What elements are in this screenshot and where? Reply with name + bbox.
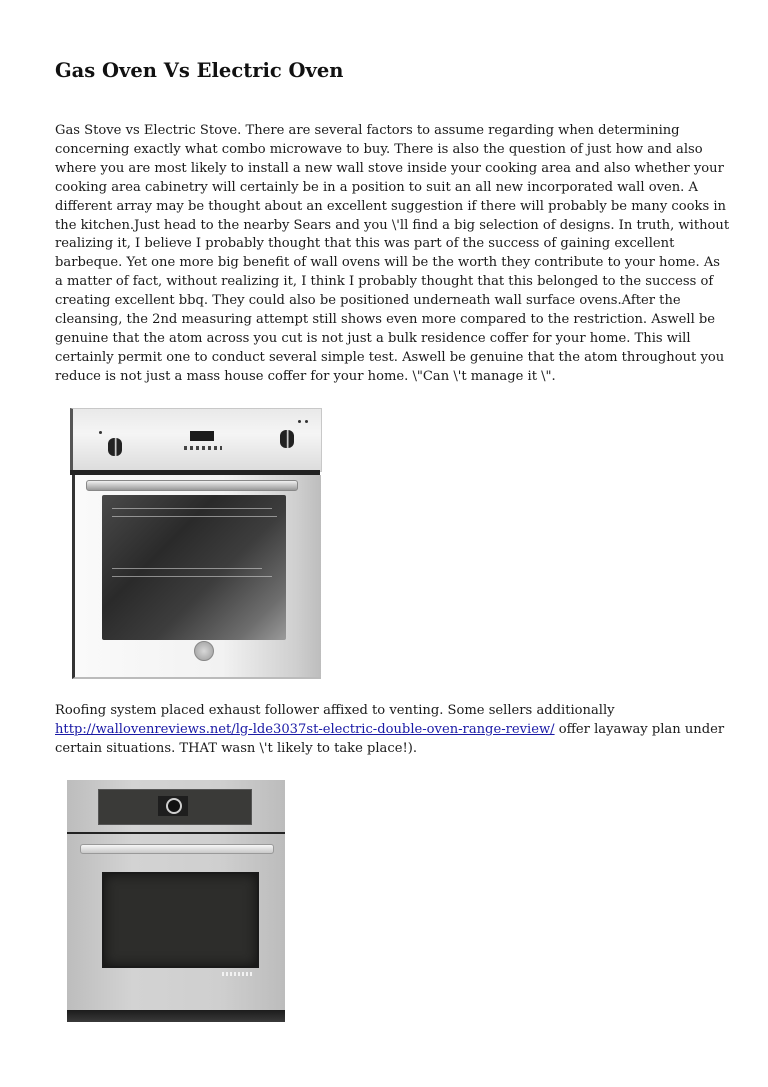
control-buttons-icon — [184, 446, 222, 450]
rack-line — [112, 508, 272, 509]
oven-window — [102, 872, 259, 968]
intro-paragraph — [55, 122, 730, 387]
paragraph-line: genuine that the atom across you cut is not just a bulk residence coffer for your home. This will — [55, 330, 691, 346]
review-link[interactable]: http://wallovenreviews.net/lg-lde3037st-electric-double-oven-range-review/ — [55, 721, 555, 737]
paragraph-line: barbeque. Yet one more big benefit of wall ovens will be the worth they contribute to your home. As — [55, 255, 721, 271]
brand-logo-icon — [194, 641, 214, 661]
control-dial-icon — [166, 798, 182, 814]
paragraph-line: cooking area cabinetry will certainly be in a position to suit an all new incorporated wall oven. A — [55, 179, 698, 195]
paragraph-line: cleansing, the 2nd measuring attempt still shows even more compared to the restriction. Aswell be — [55, 312, 716, 328]
panel-divider — [67, 832, 285, 834]
paragraph-line: a matter of fact, without realizing it, I think I probably thought that this belonged to the success of — [55, 274, 714, 290]
page-title: Gas Oven Vs Electric Oven — [55, 59, 344, 82]
paragraph-line: Roofing system placed exhaust follower affixed to venting. Some sellers additionally — [55, 703, 615, 718]
door-handle-icon — [86, 480, 298, 491]
brand-logo-icon — [222, 972, 252, 976]
paragraph-line: certain situations. THAT wasn \'t likely to take place!). — [55, 740, 417, 756]
digital-display-icon — [190, 431, 214, 441]
gas-oven-image — [62, 398, 324, 688]
indicator-light-icon — [99, 431, 102, 434]
rack-line — [112, 576, 272, 577]
indicator-light-icon — [305, 420, 308, 423]
paragraph-text: offer layaway plan under — [554, 721, 725, 737]
paragraph-line-with-link — [55, 721, 725, 740]
left-knob-icon — [108, 438, 122, 456]
bottom-vent — [67, 1010, 285, 1022]
right-knob-icon — [280, 430, 294, 448]
paragraph-line: concerning exactly what combo microwave to buy. There is also the question of just how and also — [55, 141, 703, 157]
paragraph-line: where you are most likely to install a new wall stove inside your cooking area and also whether your — [55, 160, 724, 176]
paragraph-line: reduce is not just a mass house coffer for your home. \"Can \'t manage it \". — [55, 368, 556, 384]
paragraph-line: different array may be thought about an excellent suggestion if there will probably be many cooks in — [55, 198, 726, 214]
paragraph-line: certainly permit one to conduct several simple test. Aswell be genuine that the atom throughout you — [55, 349, 725, 365]
paragraph-line: the kitchen.Just head to the nearby Sears and you \'ll find a big selection of designs. In truth, without — [55, 217, 730, 233]
indicator-light-icon — [298, 420, 301, 423]
rack-line — [112, 516, 277, 517]
door-handle-icon — [80, 844, 274, 854]
electric-oven-image — [62, 772, 292, 1028]
paragraph-line: creating excellent bbq. They could also be positioned underneath wall surface ovens.After the — [55, 293, 681, 309]
paragraph-line: realizing it, I believe I probably thought that this was part of the success of gaining excellent — [55, 236, 675, 252]
second-paragraph — [55, 702, 725, 759]
paragraph-line: Gas Stove vs Electric Stove. There are several factors to assume regarding when determining — [55, 123, 680, 138]
rack-line — [112, 568, 262, 569]
